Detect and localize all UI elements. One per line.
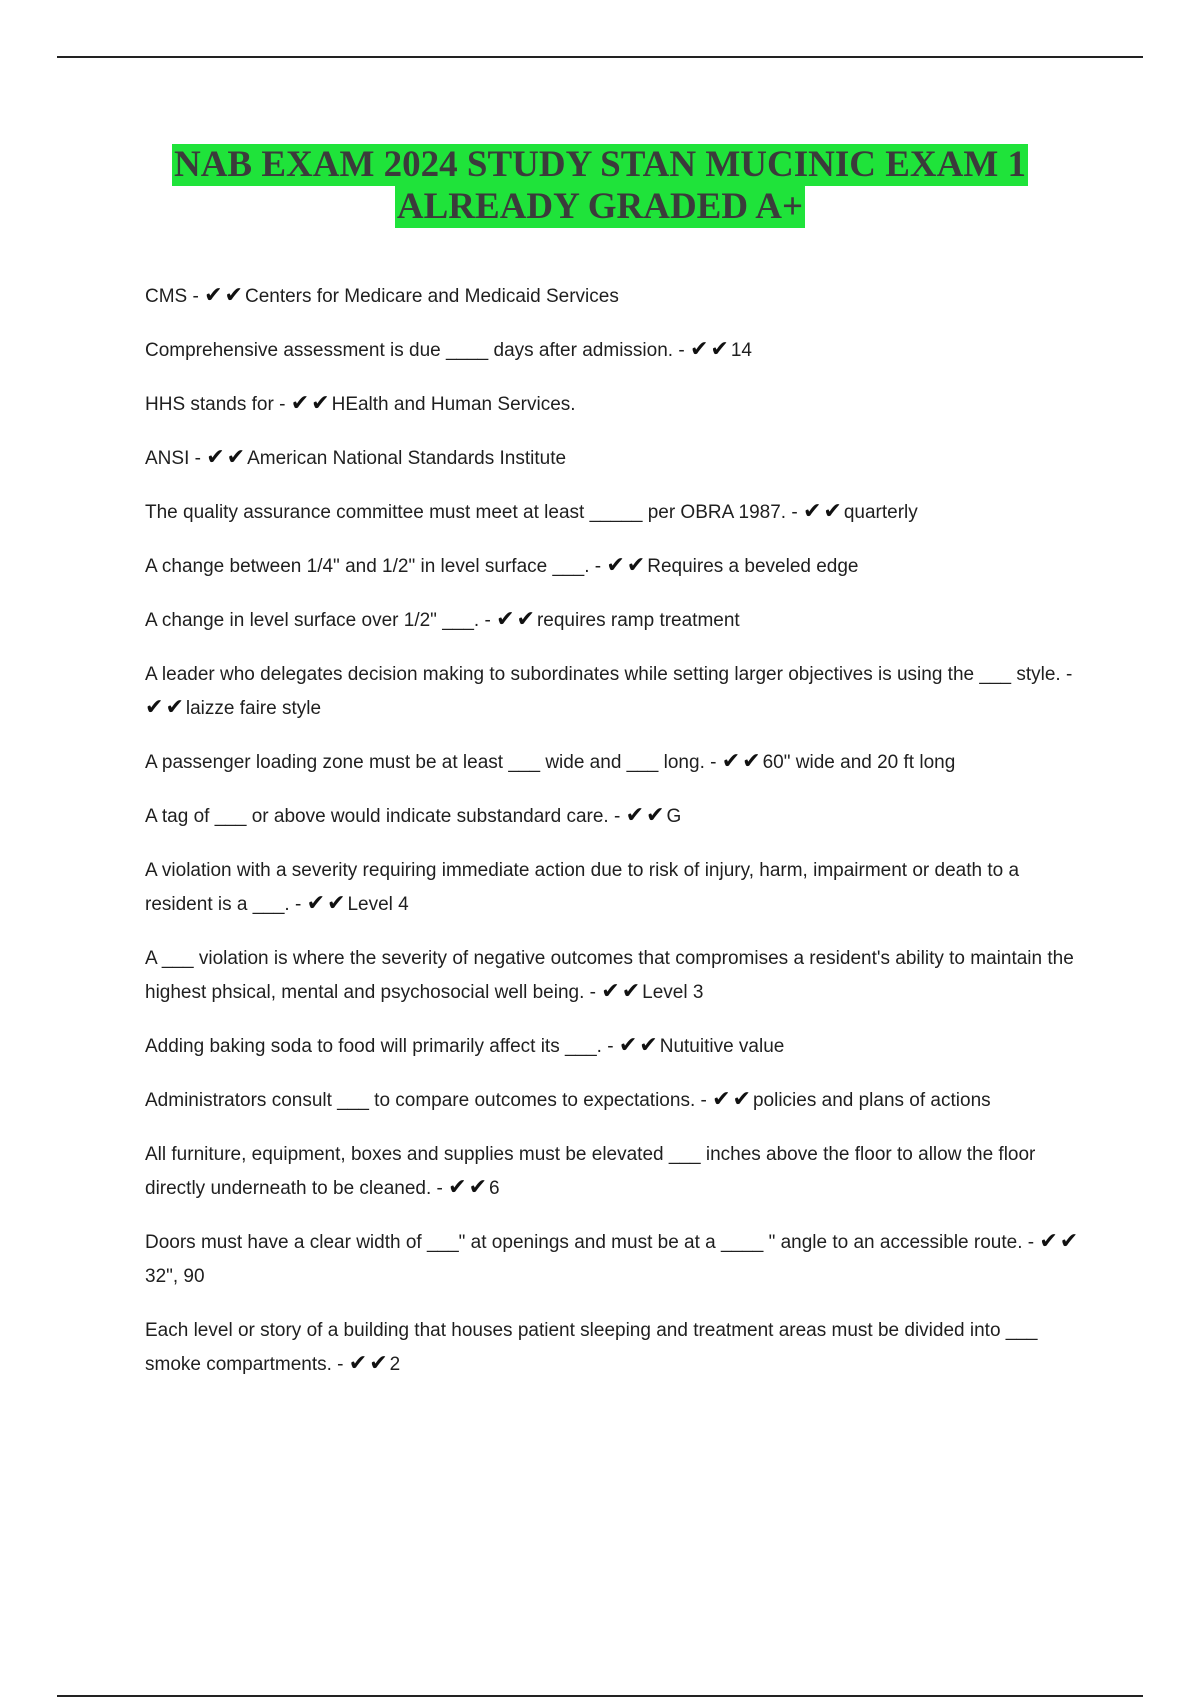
checkmark-icon: ✔ xyxy=(618,1033,638,1058)
checkmark-icon: ✔ xyxy=(1039,1229,1058,1254)
title-line-2: ALREADY GRADED A+ xyxy=(396,186,804,227)
question-text: ANSI - xyxy=(145,448,207,469)
answer-text: 60" wide and 20 ft long xyxy=(762,752,956,773)
checkmark-icon: ✔ xyxy=(311,391,330,416)
checkmark-icon: ✔ xyxy=(206,445,225,470)
checkmark-icon: ✔ xyxy=(1059,1229,1079,1254)
checkmark-icon: ✔ xyxy=(224,283,243,308)
checkmark-icon: ✔ xyxy=(710,337,729,362)
answer-text: 2 xyxy=(389,1354,401,1375)
answer-text: 14 xyxy=(730,340,752,361)
top-rule xyxy=(57,56,1143,58)
question-text: HHS stands for - xyxy=(145,394,291,415)
question-text: A change between 1/4" and 1/2" in level surface ___. - xyxy=(145,556,607,577)
answer-text: 6 xyxy=(489,1178,500,1199)
qa-item xyxy=(145,800,1085,834)
question-text: The quality assurance committee must meet at least _____ per OBRA 1987. - xyxy=(145,502,803,523)
question-text: Doors must have a clear width of ___" at openings and must be at a ____ " angle to an accessible route. - xyxy=(145,1232,1040,1253)
checkmark-icon: ✔ xyxy=(625,803,645,828)
checkmark-icon: ✔ xyxy=(689,337,709,362)
checkmark-icon: ✔ xyxy=(639,1033,658,1058)
question-text: Administrators consult ___ to compare outcomes to expectations. - xyxy=(145,1090,713,1111)
question-text: Comprehensive assessment is due ____ days after admission. - xyxy=(145,340,690,361)
question-text: Adding baking soda to food will primarily affect its ___. - xyxy=(145,1036,619,1057)
answer-text: requires ramp treatment xyxy=(536,610,740,631)
answer-text: HEalth and Human Services. xyxy=(331,394,576,415)
answer-text: Nutuitive value xyxy=(659,1036,785,1057)
question-text: A passenger loading zone must be at least ___ wide and ___ long. - xyxy=(145,752,722,773)
checkmark-icon: ✔ xyxy=(448,1175,467,1200)
qa-item xyxy=(145,280,1085,314)
qa-item xyxy=(145,442,1085,476)
answer-text: Requires a beveled edge xyxy=(647,556,859,577)
checkmark-icon: ✔ xyxy=(732,1087,751,1112)
checkmark-icon: ✔ xyxy=(145,695,164,720)
answer-text: 32", 90 xyxy=(145,1266,205,1287)
question-text: A violation with a severity requiring immediate action due to risk of injury, harm, impairment or death to a resident is a ___. - xyxy=(145,860,1020,915)
checkmark-icon: ✔ xyxy=(496,607,515,632)
qa-item xyxy=(145,1226,1085,1294)
checkmark-icon: ✔ xyxy=(721,749,741,774)
checkmark-icon: ✔ xyxy=(621,979,641,1004)
checkmark-icon: ✔ xyxy=(823,499,842,524)
question-text: Each level or story of a building that houses patient sleeping and treatment areas must be divided into ___ smoke compartments. - xyxy=(145,1320,1038,1375)
answer-text: Level 4 xyxy=(347,894,409,915)
question-text: A leader who delegates decision making to subordinates while setting larger objectives is using the ___ style. - xyxy=(145,664,1073,685)
bottom-rule xyxy=(57,1695,1143,1697)
qa-item xyxy=(145,1138,1085,1206)
checkmark-icon: ✔ xyxy=(327,891,346,916)
answer-text: Centers for Medicare and Medicaid Services xyxy=(244,286,619,307)
qa-item xyxy=(145,658,1085,726)
qa-item xyxy=(145,334,1085,368)
question-answer-list xyxy=(145,280,1085,1402)
answer-text: policies and plans of actions xyxy=(752,1090,991,1111)
qa-item xyxy=(145,550,1085,584)
question-text: All furniture, equipment, boxes and supplies must be elevated ___ inches above the floor to allow the floor directly underneath to be cleaned. - xyxy=(145,1144,1036,1199)
checkmark-icon: ✔ xyxy=(290,391,310,416)
answer-text: laizze faire style xyxy=(185,698,322,719)
checkmark-icon: ✔ xyxy=(204,283,223,308)
qa-item xyxy=(145,1084,1085,1118)
qa-item xyxy=(145,942,1085,1010)
question-text: A change in level surface over 1/2" ___. - xyxy=(145,610,497,631)
checkmark-icon: ✔ xyxy=(626,553,646,578)
checkmark-icon: ✔ xyxy=(516,607,535,632)
qa-item xyxy=(145,604,1085,638)
document-title xyxy=(0,144,1200,228)
checkmark-icon: ✔ xyxy=(742,749,761,774)
answer-text: quarterly xyxy=(843,502,918,523)
question-text: CMS - xyxy=(145,286,205,307)
qa-item xyxy=(145,746,1085,780)
qa-item xyxy=(145,1030,1085,1064)
answer-text: G xyxy=(666,806,682,827)
checkmark-icon: ✔ xyxy=(348,1351,368,1376)
checkmark-icon: ✔ xyxy=(712,1087,731,1112)
answer-text: American National Standards Institute xyxy=(247,448,567,469)
checkmark-icon: ✔ xyxy=(468,1175,488,1200)
qa-item xyxy=(145,496,1085,530)
checkmark-icon: ✔ xyxy=(601,979,620,1004)
checkmark-icon: ✔ xyxy=(369,1351,388,1376)
checkmark-icon: ✔ xyxy=(306,891,326,916)
checkmark-icon: ✔ xyxy=(606,553,625,578)
qa-item xyxy=(145,388,1085,422)
qa-item xyxy=(145,854,1085,922)
question-text: A tag of ___ or above would indicate substandard care. - xyxy=(145,806,626,827)
checkmark-icon: ✔ xyxy=(165,695,184,720)
checkmark-icon: ✔ xyxy=(646,803,665,828)
checkmark-icon: ✔ xyxy=(802,499,822,524)
qa-item xyxy=(145,1314,1085,1382)
checkmark-icon: ✔ xyxy=(226,445,246,470)
question-text: A ___ violation is where the severity of negative outcomes that compromises a resident's ability to maintain the highest phsical, mental and psychosocial well being. - xyxy=(145,948,1074,1003)
title-line-1: NAB EXAM 2024 STUDY STAN MUCINIC EXAM 1 xyxy=(173,144,1027,185)
answer-text: Level 3 xyxy=(642,982,704,1003)
